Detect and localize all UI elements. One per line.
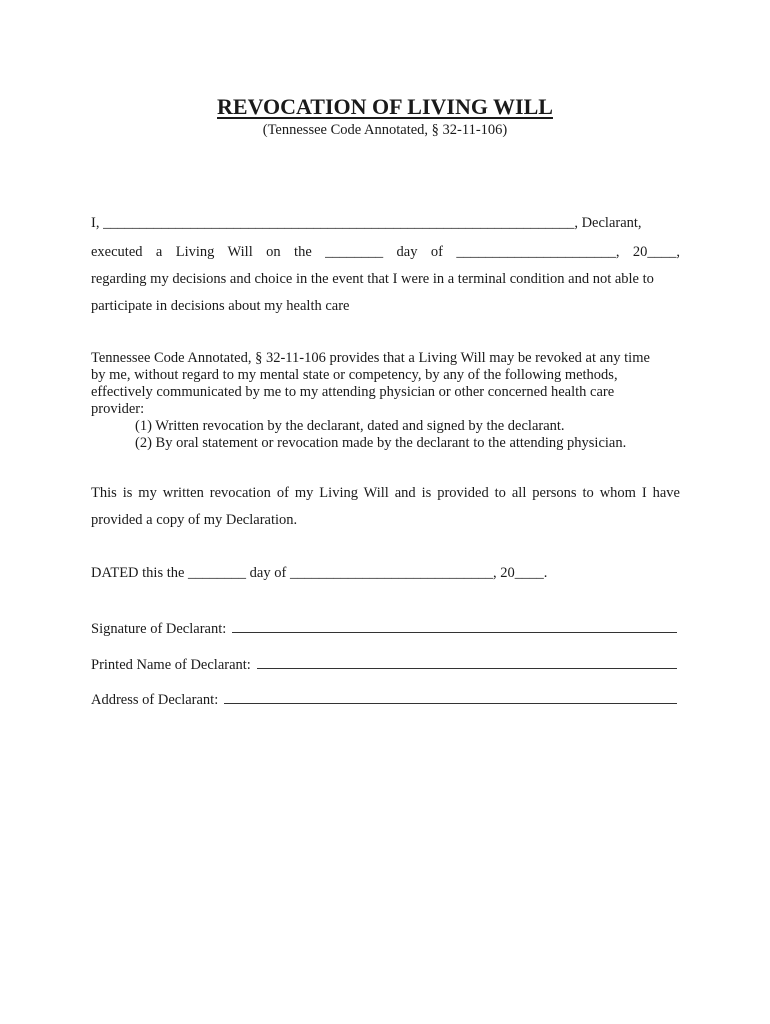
signature-field[interactable] [91, 619, 677, 638]
executed-date-line: executed a Living Will on the ________ day of ______________________, 20____, [91, 244, 680, 260]
statute-text-line: by me, without regard to my mental state or competency, by any of the following methods, [91, 367, 618, 383]
method-item-1: (1) Written revocation by the declarant, dated and signed by the declarant. [135, 418, 565, 434]
document-subtitle: (Tennessee Code Annotated, § 32-11-106) [262, 122, 508, 138]
dated-line: DATED this the ________ day of ____________________________, 20____. [91, 565, 548, 581]
participate-line: participate in decisions about my health care [91, 298, 350, 314]
regarding-line: regarding my decisions and choice in the event that I were in a terminal condition and not able to [91, 271, 654, 287]
document-title: REVOCATION OF LIVING WILL [217, 94, 553, 119]
address-blank[interactable] [224, 690, 677, 704]
signature-blank[interactable] [232, 619, 677, 633]
signature-label: Signature of Declarant: [91, 621, 227, 637]
printed-name-label: Printed Name of Declarant: [91, 657, 251, 673]
written-revocation-line: This is my written revocation of my Living Will and is provided to all persons to whom I have [91, 485, 680, 501]
address-label: Address of Declarant: [91, 692, 219, 708]
statute-text-line: Tennessee Code Annotated, § 32-11-106 provides that a Living Will may be revoked at any time [91, 350, 650, 366]
method-item-2: (2) By oral statement or revocation made by the declarant to the attending physician. [135, 435, 627, 451]
statute-text-line: effectively communicated by me to my attending physician or other concerned health care [91, 384, 615, 400]
statute-text-line: provider: [91, 401, 145, 417]
declarant-name-line: I, _________________________________________________________________, Declarant, [91, 215, 642, 231]
declaration-copy-line: provided a copy of my Declaration. [91, 512, 298, 528]
statute-paragraph [91, 350, 691, 452]
address-field[interactable] [91, 690, 677, 709]
printed-name-blank[interactable] [257, 655, 677, 669]
printed-name-field[interactable] [91, 655, 677, 674]
